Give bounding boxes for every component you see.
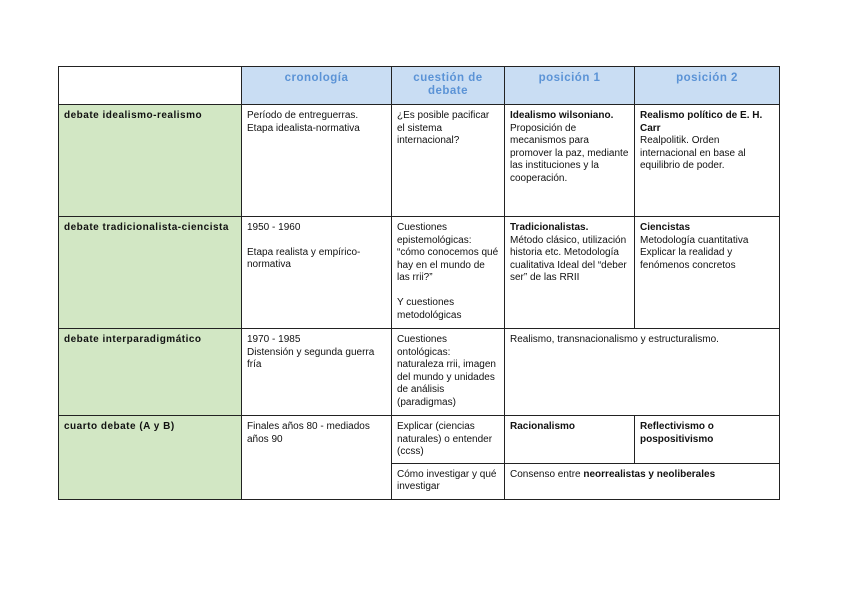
posicion-2-cell bbox=[635, 217, 780, 329]
cuestion-line: Cuestiones epistemológicas: “cómo conocemos qué hay en el mundo de las rrii?” bbox=[397, 222, 499, 284]
consenso-bold: neorrealistas y neoliberales bbox=[583, 468, 716, 480]
table-row bbox=[59, 217, 780, 329]
table-row bbox=[59, 105, 780, 217]
posicion-title: Reflectivismo o pospositivismo bbox=[640, 421, 714, 445]
posiciones-merged-cell bbox=[505, 463, 780, 499]
posicion-title: Racionalismo bbox=[510, 421, 576, 432]
posicion-2-cell bbox=[635, 105, 780, 217]
cronologia-cell bbox=[242, 105, 392, 217]
consenso-prefix: Consenso entre bbox=[510, 468, 584, 480]
cronologia-line: Distensión y segunda guerra fría bbox=[247, 346, 375, 371]
posicion-title: Realismo político de E. H. Carr bbox=[640, 110, 763, 134]
cronologia-cell: Finales años 80 - mediados años 90 bbox=[242, 416, 392, 500]
cuestion-cell: Cómo investigar y qué investigar bbox=[392, 463, 505, 499]
posicion-1-cell bbox=[505, 105, 635, 217]
debates-table bbox=[58, 66, 780, 500]
posicion-1-cell bbox=[505, 217, 635, 329]
cronologia-line: Etapa realista y empírico-normativa bbox=[247, 246, 361, 271]
posicion-title: Ciencistas bbox=[640, 222, 691, 233]
table-row bbox=[59, 416, 780, 464]
cronologia-line: 1970 - 1985 bbox=[247, 334, 301, 345]
cuestion-cell: ¿Es posible pacificar el sistema internacional? bbox=[392, 105, 505, 217]
posicion-title: Idealismo wilsoniano. bbox=[510, 110, 614, 121]
header-empty-cell bbox=[59, 67, 242, 105]
posicion-text: Realpolitik. Orden internacional en base al equilibrio de poder. bbox=[640, 135, 746, 172]
posicion-text: Proposición de mecanismos para promover la paz, mediante las instituciones y la cooperación. bbox=[510, 122, 629, 184]
cronologia-cell bbox=[242, 217, 392, 329]
posicion-text: Método clásico, utilización historia etc. Metodología cualitativa Ideal del “deber ser” de las RRII bbox=[510, 234, 627, 284]
posicion-text: Metodología cuantitativa Explicar la realidad y fenómenos concretos bbox=[640, 234, 749, 271]
posicion-title: Tradicionalistas. bbox=[510, 222, 589, 233]
posicion-2-cell bbox=[635, 416, 780, 464]
header-row bbox=[59, 67, 780, 105]
cronologia-line: Etapa idealista-normativa bbox=[247, 122, 360, 134]
header-cuestion: cuestión de debate bbox=[392, 67, 505, 105]
header-posicion-2: posición 2 bbox=[635, 67, 780, 105]
row-label: cuarto debate (A y B) bbox=[59, 416, 242, 500]
posicion-1-cell bbox=[505, 416, 635, 464]
cuestion-cell: Cuestiones ontológicas: naturaleza rrii, imagen del mundo y unidades de análisis (paradigmas) bbox=[392, 329, 505, 416]
cronologia-line: 1950 - 1960 bbox=[247, 222, 301, 233]
header-cronologia: cronología bbox=[242, 67, 392, 105]
row-label: debate interparadigmático bbox=[59, 329, 242, 416]
cuestion-cell: Explicar (ciencias naturales) o entender (ccss) bbox=[392, 416, 505, 464]
row-label: debate idealismo-realismo bbox=[59, 105, 242, 217]
posiciones-merged-cell: Realismo, transnacionalismo y estructuralismo. bbox=[505, 329, 780, 416]
header-posicion-1: posición 1 bbox=[505, 67, 635, 105]
cronologia-line: Período de entreguerras. bbox=[247, 110, 359, 121]
cuestion-line: Y cuestiones metodológicas bbox=[397, 296, 462, 321]
row-label: debate tradicionalista-ciencista bbox=[59, 217, 242, 329]
cronologia-cell bbox=[242, 329, 392, 416]
table-row bbox=[59, 329, 780, 416]
cuestion-cell bbox=[392, 217, 505, 329]
